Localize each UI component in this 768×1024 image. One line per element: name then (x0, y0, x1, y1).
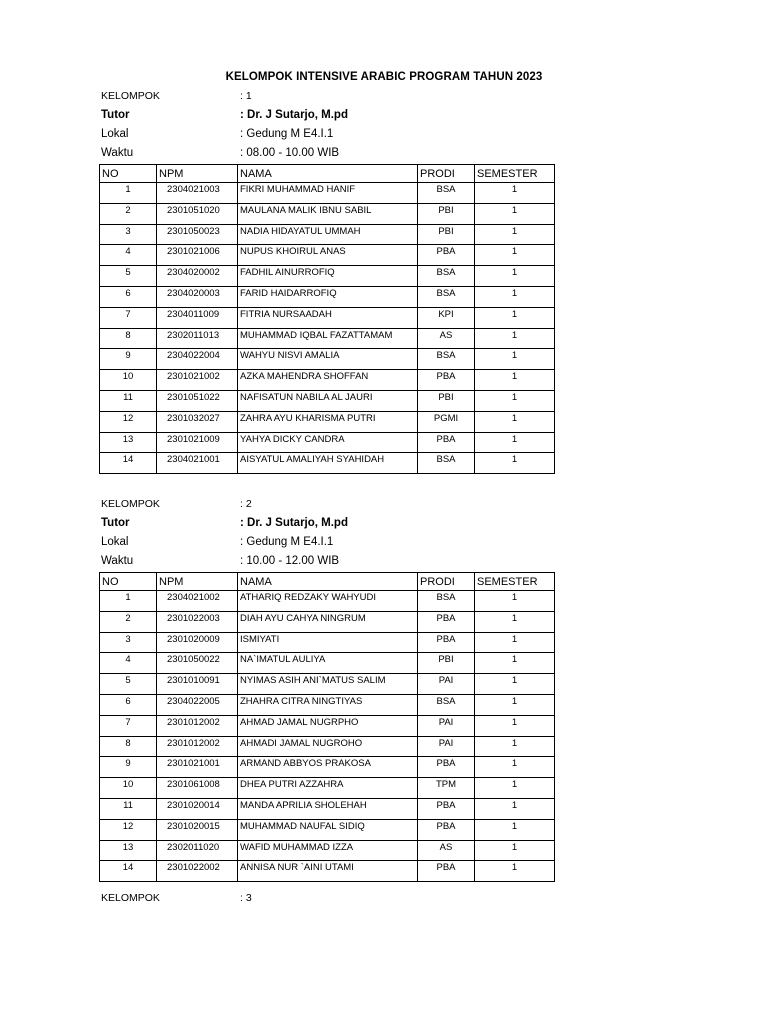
cell-nama: NA`IMATUL AULIYA (238, 653, 418, 674)
cell-semester: 1 (475, 861, 555, 882)
kelompok-label: KELOMPOK (101, 90, 160, 102)
col-header-semester: SEMESTER (475, 165, 555, 183)
table-row (100, 694, 555, 715)
student-table (99, 572, 555, 882)
cell-no: 11 (100, 390, 157, 411)
cell-semester: 1 (475, 798, 555, 819)
cell-semester: 1 (475, 591, 555, 612)
cell-semester: 1 (475, 715, 555, 736)
lokal-value: : Gedung M E4.I.1 (240, 536, 334, 548)
cell-npm: 2301050023 (157, 224, 238, 245)
cell-no: 11 (100, 798, 157, 819)
table-row (100, 798, 555, 819)
group-3 (99, 889, 559, 908)
table-row (100, 349, 555, 370)
table-row (100, 432, 555, 453)
cell-semester: 1 (475, 840, 555, 861)
cell-prodi: PBA (418, 798, 475, 819)
cell-prodi: AS (418, 328, 475, 349)
cell-prodi: PAI (418, 715, 475, 736)
cell-semester: 1 (475, 653, 555, 674)
table-row (100, 840, 555, 861)
cell-prodi: AS (418, 840, 475, 861)
cell-nama: NAFISATUN NABILA AL JAURI (238, 390, 418, 411)
kelompok-row (99, 87, 559, 106)
table-row (100, 632, 555, 653)
kelompok-value: : 1 (240, 90, 252, 102)
cell-npm: 2301022003 (157, 611, 238, 632)
lokal-label: Lokal (101, 128, 129, 140)
cell-nama: FADHIL AINURROFIQ (238, 266, 418, 287)
cell-prodi: BSA (418, 694, 475, 715)
tutor-label: Tutor (101, 109, 130, 121)
table-header-row (100, 573, 555, 591)
kelompok-row (99, 889, 559, 908)
cell-nama: FIKRI MUHAMMAD HANIF (238, 183, 418, 204)
cell-npm: 2302011020 (157, 840, 238, 861)
cell-no: 9 (100, 757, 157, 778)
cell-no: 8 (100, 736, 157, 757)
col-header-prodi: PRODI (418, 165, 475, 183)
cell-npm: 2304021002 (157, 591, 238, 612)
col-header-semester: SEMESTER (475, 573, 555, 591)
cell-no: 1 (100, 591, 157, 612)
cell-nama: ARMAND ABBYOS PRAKOSA (238, 757, 418, 778)
cell-prodi: PBI (418, 390, 475, 411)
cell-semester: 1 (475, 757, 555, 778)
cell-no: 1 (100, 183, 157, 204)
table-row (100, 819, 555, 840)
cell-nama: AHMAD JAMAL NUGRPHO (238, 715, 418, 736)
cell-nama: WAFID MUHAMMAD IZZA (238, 840, 418, 861)
group-1 (99, 87, 559, 474)
cell-npm: 2301020014 (157, 798, 238, 819)
table-body (100, 183, 555, 474)
cell-prodi: PBA (418, 819, 475, 840)
cell-nama: NYIMAS ASIH ANI`MATUS SALIM (238, 674, 418, 695)
cell-prodi: PBI (418, 203, 475, 224)
cell-prodi: BSA (418, 286, 475, 307)
cell-no: 12 (100, 411, 157, 432)
cell-npm: 2301051020 (157, 203, 238, 224)
cell-no: 14 (100, 861, 157, 882)
cell-nama: MUHAMMAD IQBAL FAZATTAMAM (238, 328, 418, 349)
cell-prodi: PGMI (418, 411, 475, 432)
cell-no: 8 (100, 328, 157, 349)
cell-no: 13 (100, 432, 157, 453)
cell-npm: 2304020002 (157, 266, 238, 287)
table-row (100, 307, 555, 328)
cell-no: 5 (100, 266, 157, 287)
col-header-npm: NPM (157, 165, 238, 183)
kelompok-row (99, 495, 559, 514)
col-header-prodi: PRODI (418, 573, 475, 591)
cell-nama: MAULANA MALIK IBNU SABIL (238, 203, 418, 224)
cell-no: 4 (100, 245, 157, 266)
table-row (100, 370, 555, 391)
kelompok-label: KELOMPOK (101, 498, 160, 510)
cell-no: 3 (100, 224, 157, 245)
cell-nama: ZAHRA AYU KHARISMA PUTRI (238, 411, 418, 432)
waktu-row (99, 144, 559, 163)
cell-prodi: PBA (418, 245, 475, 266)
tutor-value: : Dr. J Sutarjo, M.pd (240, 109, 348, 121)
tutor-row (99, 514, 559, 533)
cell-no: 6 (100, 286, 157, 307)
cell-npm: 2301021002 (157, 370, 238, 391)
table-header-row (100, 165, 555, 183)
table-body (100, 591, 555, 882)
cell-prodi: PBA (418, 757, 475, 778)
cell-semester: 1 (475, 778, 555, 799)
cell-prodi: BSA (418, 591, 475, 612)
cell-semester: 1 (475, 453, 555, 474)
kelompok-label: KELOMPOK (101, 892, 160, 904)
cell-nama: AZKA MAHENDRA SHOFFAN (238, 370, 418, 391)
cell-nama: WAHYU NISVI AMALIA (238, 349, 418, 370)
cell-nama: NADIA HIDAYATUL UMMAH (238, 224, 418, 245)
cell-nama: AHMADI JAMAL NUGROHO (238, 736, 418, 757)
cell-nama: ANNISA NUR `AINI UTAMI (238, 861, 418, 882)
table-row (100, 715, 555, 736)
cell-nama: MUHAMMAD NAUFAL SIDIQ (238, 819, 418, 840)
cell-npm: 2301020009 (157, 632, 238, 653)
table-row (100, 328, 555, 349)
cell-npm: 2301021009 (157, 432, 238, 453)
lokal-label: Lokal (101, 536, 129, 548)
table-row (100, 674, 555, 695)
table-row (100, 266, 555, 287)
cell-semester: 1 (475, 632, 555, 653)
cell-semester: 1 (475, 224, 555, 245)
document-title: KELOMPOK INTENSIVE ARABIC PROGRAM TAHUN 2023 (225, 71, 543, 83)
cell-semester: 1 (475, 432, 555, 453)
table-row (100, 778, 555, 799)
cell-nama: ATHARIQ REDZAKY WAHYUDI (238, 591, 418, 612)
table-row (100, 224, 555, 245)
cell-prodi: BSA (418, 266, 475, 287)
table-row (100, 453, 555, 474)
cell-semester: 1 (475, 328, 555, 349)
cell-no: 2 (100, 611, 157, 632)
lokal-row (99, 533, 559, 552)
table-row (100, 183, 555, 204)
tutor-label: Tutor (101, 517, 130, 529)
cell-npm: 2304021003 (157, 183, 238, 204)
cell-no: 5 (100, 674, 157, 695)
cell-npm: 2301012002 (157, 715, 238, 736)
table-row (100, 757, 555, 778)
cell-semester: 1 (475, 183, 555, 204)
cell-nama: DHEA PUTRI AZZAHRA (238, 778, 418, 799)
cell-no: 10 (100, 370, 157, 391)
table-row (100, 736, 555, 757)
cell-semester: 1 (475, 349, 555, 370)
cell-nama: FITRIA NURSAADAH (238, 307, 418, 328)
table-row (100, 591, 555, 612)
cell-prodi: PBA (418, 632, 475, 653)
cell-prodi: PAI (418, 736, 475, 757)
cell-no: 6 (100, 694, 157, 715)
cell-semester: 1 (475, 411, 555, 432)
tutor-value: : Dr. J Sutarjo, M.pd (240, 517, 348, 529)
col-header-nama: NAMA (238, 165, 418, 183)
cell-prodi: PBA (418, 611, 475, 632)
cell-npm: 2301010091 (157, 674, 238, 695)
cell-prodi: TPM (418, 778, 475, 799)
cell-semester: 1 (475, 370, 555, 391)
cell-npm: 2304020003 (157, 286, 238, 307)
cell-npm: 2301021001 (157, 757, 238, 778)
cell-nama: FARID HAIDARROFIQ (238, 286, 418, 307)
cell-prodi: PBI (418, 653, 475, 674)
cell-npm: 2304022004 (157, 349, 238, 370)
cell-nama: AISYATUL AMALIYAH SYAHIDAH (238, 453, 418, 474)
cell-semester: 1 (475, 390, 555, 411)
cell-npm: 2301050022 (157, 653, 238, 674)
cell-no: 3 (100, 632, 157, 653)
waktu-value: : 10.00 - 12.00 WIB (240, 555, 340, 567)
cell-prodi: PAI (418, 674, 475, 695)
cell-nama: ZHAHRA CITRA NINGTIYAS (238, 694, 418, 715)
lokal-value: : Gedung M E4.I.1 (240, 128, 334, 140)
table-row (100, 390, 555, 411)
waktu-label: Waktu (101, 555, 134, 567)
cell-no: 13 (100, 840, 157, 861)
cell-npm: 2302011013 (157, 328, 238, 349)
cell-npm: 2301032027 (157, 411, 238, 432)
cell-no: 9 (100, 349, 157, 370)
cell-semester: 1 (475, 736, 555, 757)
cell-npm: 2301022002 (157, 861, 238, 882)
table-row (100, 653, 555, 674)
waktu-value: : 08.00 - 10.00 WIB (240, 147, 340, 159)
cell-no: 7 (100, 307, 157, 328)
cell-semester: 1 (475, 819, 555, 840)
cell-nama: ISMIYATI (238, 632, 418, 653)
waktu-row (99, 552, 559, 571)
cell-npm: 2304011009 (157, 307, 238, 328)
cell-prodi: PBA (418, 370, 475, 391)
kelompok-value: : 3 (240, 892, 252, 904)
waktu-label: Waktu (101, 147, 134, 159)
col-header-npm: NPM (157, 573, 238, 591)
cell-prodi: PBA (418, 861, 475, 882)
cell-prodi: BSA (418, 349, 475, 370)
cell-semester: 1 (475, 674, 555, 695)
lokal-row (99, 125, 559, 144)
cell-npm: 2304021001 (157, 453, 238, 474)
cell-no: 7 (100, 715, 157, 736)
cell-prodi: PBI (418, 224, 475, 245)
col-header-no: NO (100, 573, 157, 591)
cell-npm: 2301021006 (157, 245, 238, 266)
cell-prodi: BSA (418, 453, 475, 474)
tutor-row (99, 106, 559, 125)
table-row (100, 245, 555, 266)
table-row (100, 411, 555, 432)
cell-no: 2 (100, 203, 157, 224)
group-2 (99, 495, 559, 882)
cell-npm: 2301061008 (157, 778, 238, 799)
col-header-nama: NAMA (238, 573, 418, 591)
kelompok-value: : 2 (240, 498, 252, 510)
cell-semester: 1 (475, 203, 555, 224)
cell-no: 12 (100, 819, 157, 840)
cell-npm: 2301051022 (157, 390, 238, 411)
cell-semester: 1 (475, 286, 555, 307)
cell-nama: DIAH AYU CAHYA NINGRUM (238, 611, 418, 632)
cell-nama: MANDA APRILIA SHOLEHAH (238, 798, 418, 819)
table-row (100, 611, 555, 632)
col-header-no: NO (100, 165, 157, 183)
table-row (100, 203, 555, 224)
cell-no: 4 (100, 653, 157, 674)
cell-no: 10 (100, 778, 157, 799)
cell-semester: 1 (475, 266, 555, 287)
cell-prodi: BSA (418, 183, 475, 204)
cell-nama: NUPUS KHOIRUL ANAS (238, 245, 418, 266)
cell-semester: 1 (475, 307, 555, 328)
cell-semester: 1 (475, 611, 555, 632)
cell-nama: YAHYA DICKY CANDRA (238, 432, 418, 453)
student-table (99, 164, 555, 474)
cell-semester: 1 (475, 245, 555, 266)
cell-prodi: PBA (418, 432, 475, 453)
cell-semester: 1 (475, 694, 555, 715)
cell-prodi: KPI (418, 307, 475, 328)
cell-no: 14 (100, 453, 157, 474)
cell-npm: 2301020015 (157, 819, 238, 840)
table-row (100, 861, 555, 882)
cell-npm: 2304022005 (157, 694, 238, 715)
cell-npm: 2301012002 (157, 736, 238, 757)
table-row (100, 286, 555, 307)
